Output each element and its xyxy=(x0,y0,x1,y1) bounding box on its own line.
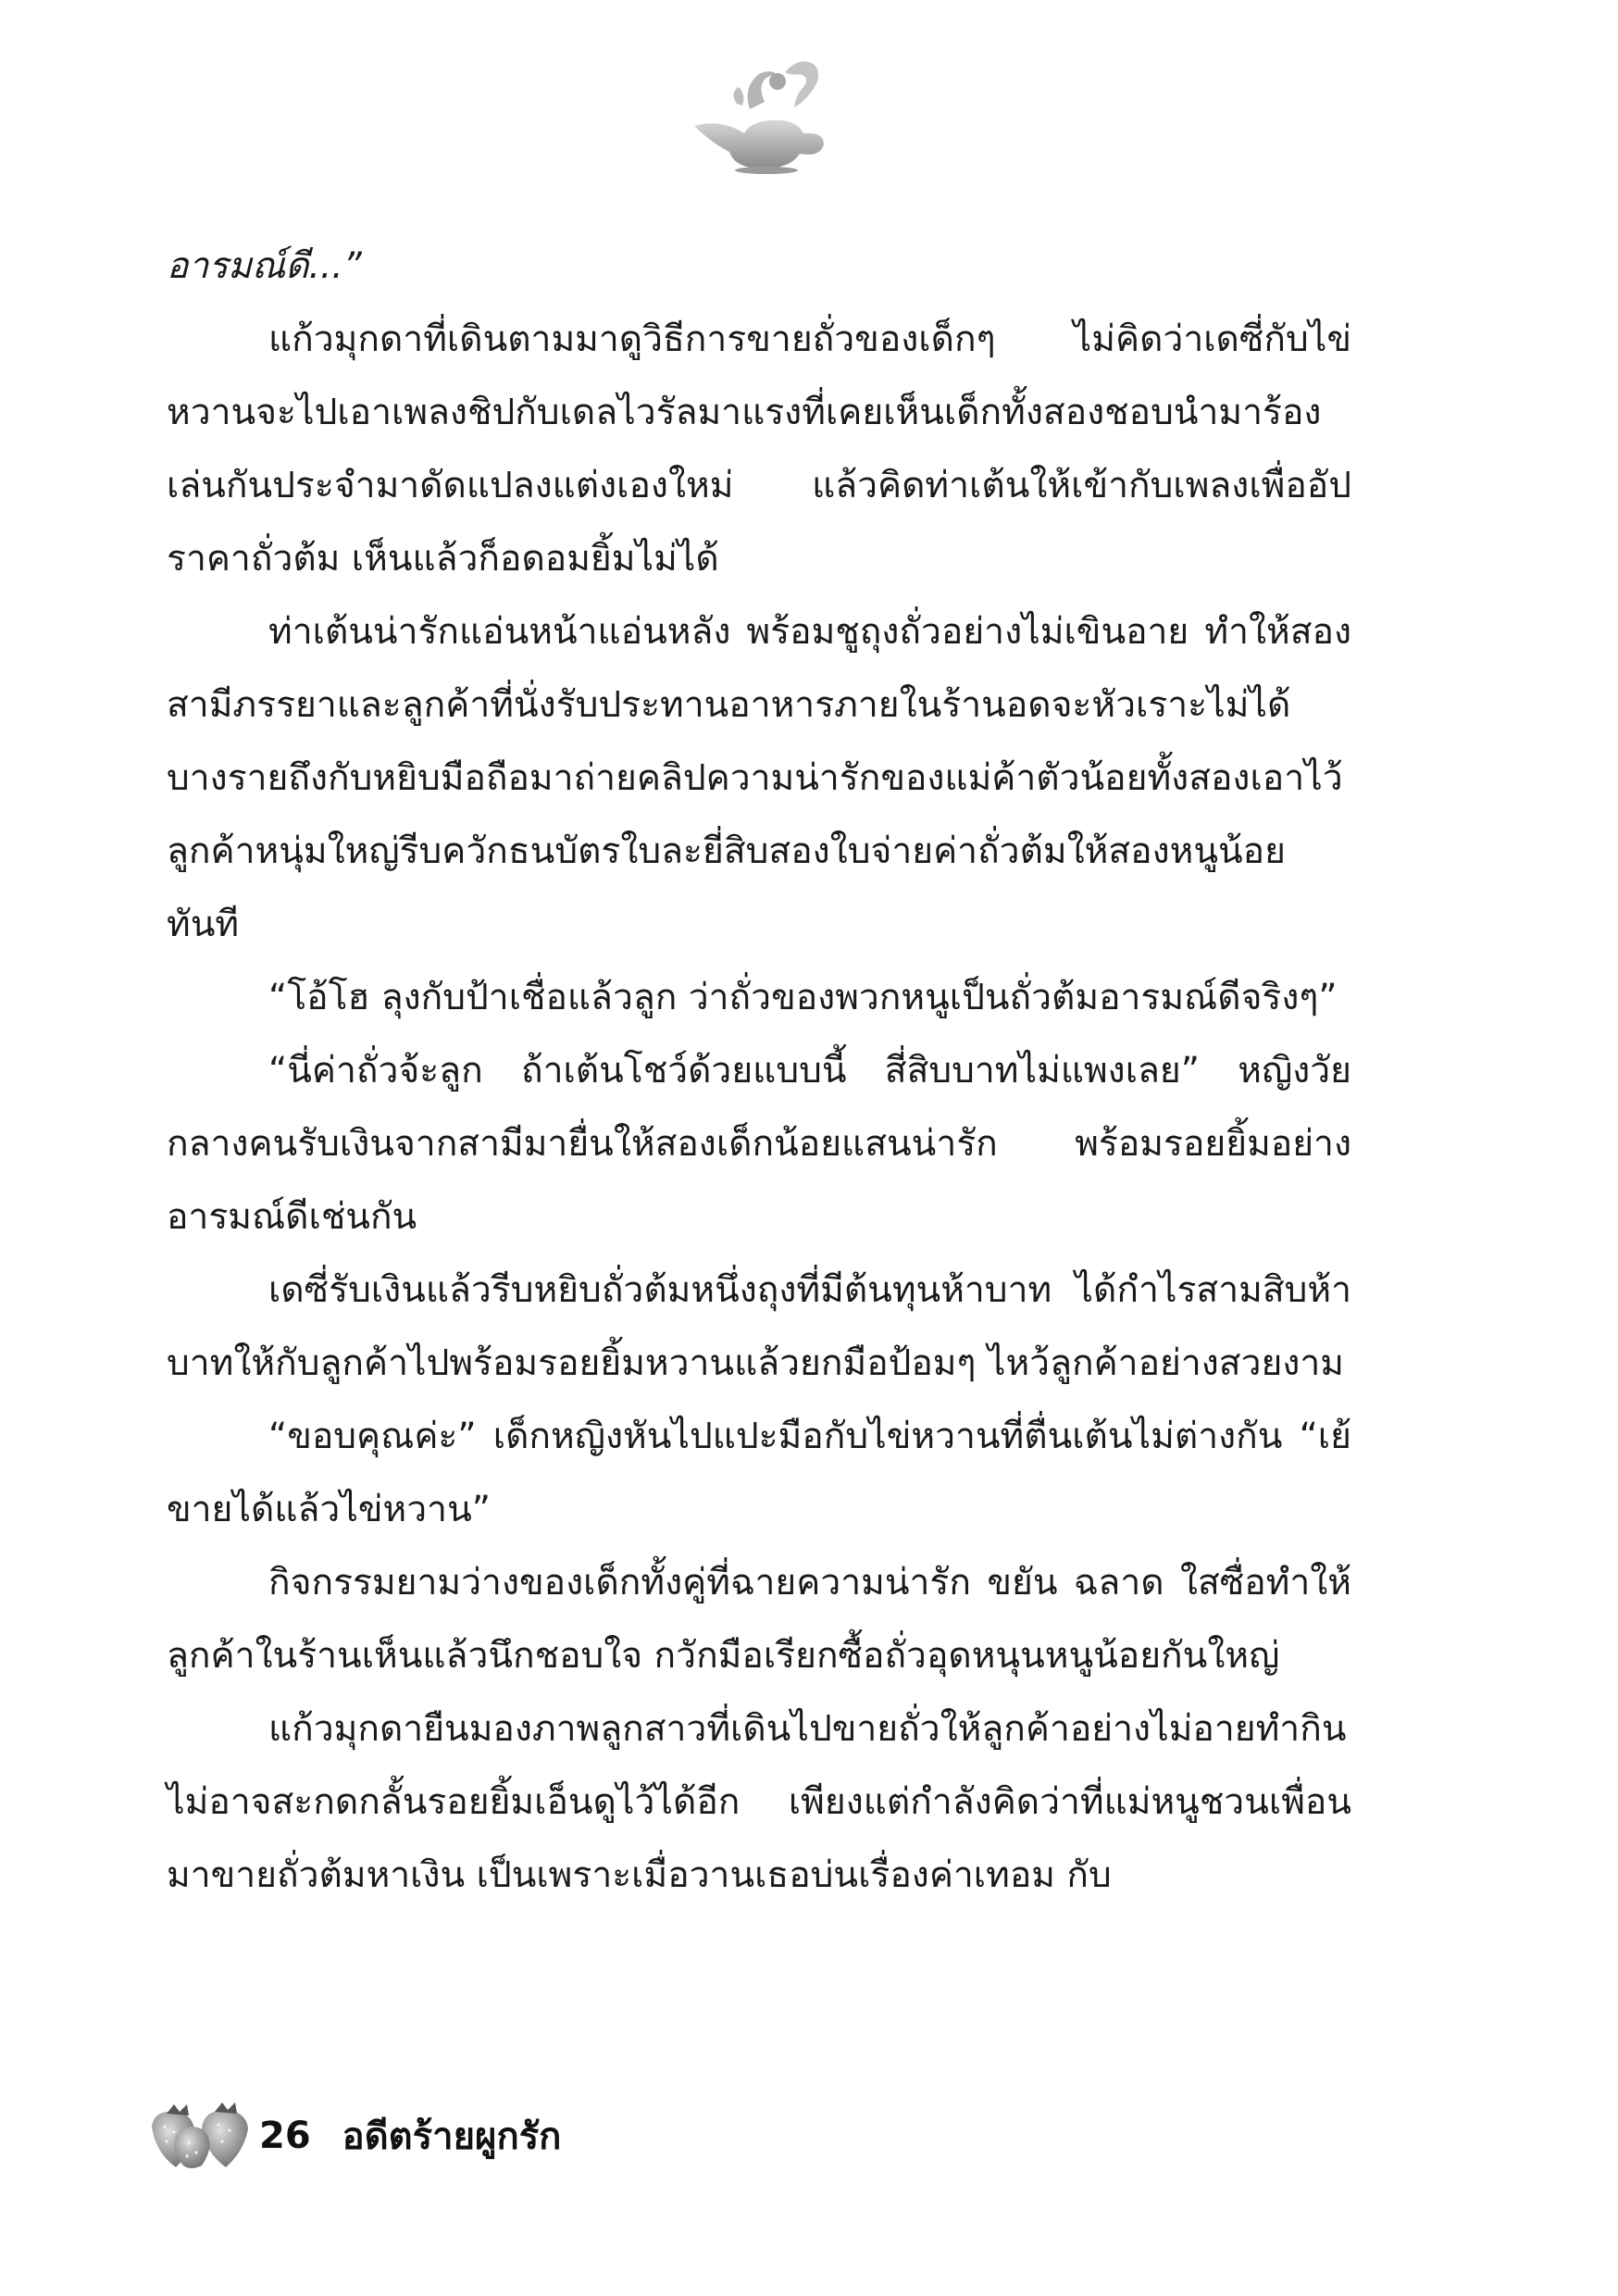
paragraph: ท่าเต้นน่ารักแอ่นหน้าแอ่นหลัง พร้อมชูถุงถั่วอย่างไม่เขินอาย ทำให้สองสามีภรรยาและลูกค้าที่นั่งรับประทานอาหารภายในร้านอดจะหัวเราะไม่ได้ บางรายถึงกับหยิบมือถือมาถ่ายคลิปความน่ารักของแม่ค้าตัวน้อยทั้งสองเอาไว้ ลูกค้าหนุ่มใหญ่รีบควักธนบัตรใบละยี่สิบสองใบจ่ายค่าถั่วต้มให้สองหนูน้อยทันที xyxy=(167,611,1351,945)
page-footer xyxy=(148,2094,561,2177)
paragraph: “ขอบคุณค่ะ” เด็กหญิงหันไปแปะมือกับไข่หวานที่ตื่นเต้นไม่ต่างกัน “เย้ ขายได้แล้วไข่หวาน” xyxy=(167,1416,1351,1530)
book-title: อดีตร้ายผูกรัก xyxy=(342,2115,562,2158)
paragraph: “โอ้โฮ ลุงกับป้าเชื่อแล้วลูก ว่าถั่วของพวกหนูเป็นถั่วต้มอารมณ์ดีจริงๆ” xyxy=(268,977,1338,1018)
strawberries-icon xyxy=(148,2099,252,2173)
paragraph: แก้วมุกดายืนมองภาพลูกสาวที่เดินไปขายถั่วให้ลูกค้าอย่างไม่อายทำกิน ไม่อาจสะกดกลั้นรอยยิ้มเอ็นดูไว้ได้อีก เพียงแต่กำลังคิดว่าที่แม่หนูชวนเพื่อนมาขายถั่วต้มหาเงิน เป็นเพราะเมื่อวานเธอบ่นเรื่องค่าเทอม กับ xyxy=(167,1708,1351,1896)
paragraph: “นี่ค่าถั่วจ้ะลูก ถ้าเต้นโชว์ด้วยแบบนี้ สี่สิบบาทไม่แพงเลย” หญิงวัยกลางคนรับเงินจากสามีมายื่นให้สองเด็กน้อยแสนน่ารัก พร้อมรอยยิ้มอย่างอารมณ์ดีเช่นกัน xyxy=(167,1050,1351,1238)
paragraph: แก้วมุกดาที่เดินตามมาดูวิธีการขายถั่วของเด็กๆ ไม่คิดว่าเดซี่กับไข่หวานจะไปเอาเพลงชิปกับเดลไวรัลมาแรงที่เคยเห็นเด็กทั้งสองชอบนำมาร้องเล่นกันประจำมาดัดแปลงแต่งเองใหม่ แล้วคิดท่าเต้นให้เข้ากับเพลงเพื่ออัปราคาถั่วต้ม เห็นแล้วก็อดอมยิ้มไม่ได้ xyxy=(167,318,1351,580)
paragraph: กิจกรรมยามว่างของเด็กทั้งคู่ที่ฉายความน่ารัก ขยัน ฉลาด ใสซื่อทำให้ลูกค้าในร้านเห็นแล้วนึกชอบใจ กวักมือเรียกซื้อถั่วอุดหนุนหนูน้อยกันใหญ่ xyxy=(167,1562,1351,1677)
paragraph: เดซี่รับเงินแล้วรีบหยิบถั่วต้มหนึ่งถุงที่มีต้นทุนห้าบาท ได้กำไรสามสิบห้าบาทให้กับลูกค้าไปพร้อมรอยยิ้มหวานแล้วยกมือป้อมๆ ไหว้ลูกค้าอย่างสวยงาม xyxy=(167,1269,1351,1384)
teapot-cupid-ornament-icon xyxy=(685,54,833,174)
page-text xyxy=(167,230,1351,1912)
page-number: 26 xyxy=(259,2115,311,2157)
lead-fragment: อารมณ์ดี...” xyxy=(167,245,362,287)
